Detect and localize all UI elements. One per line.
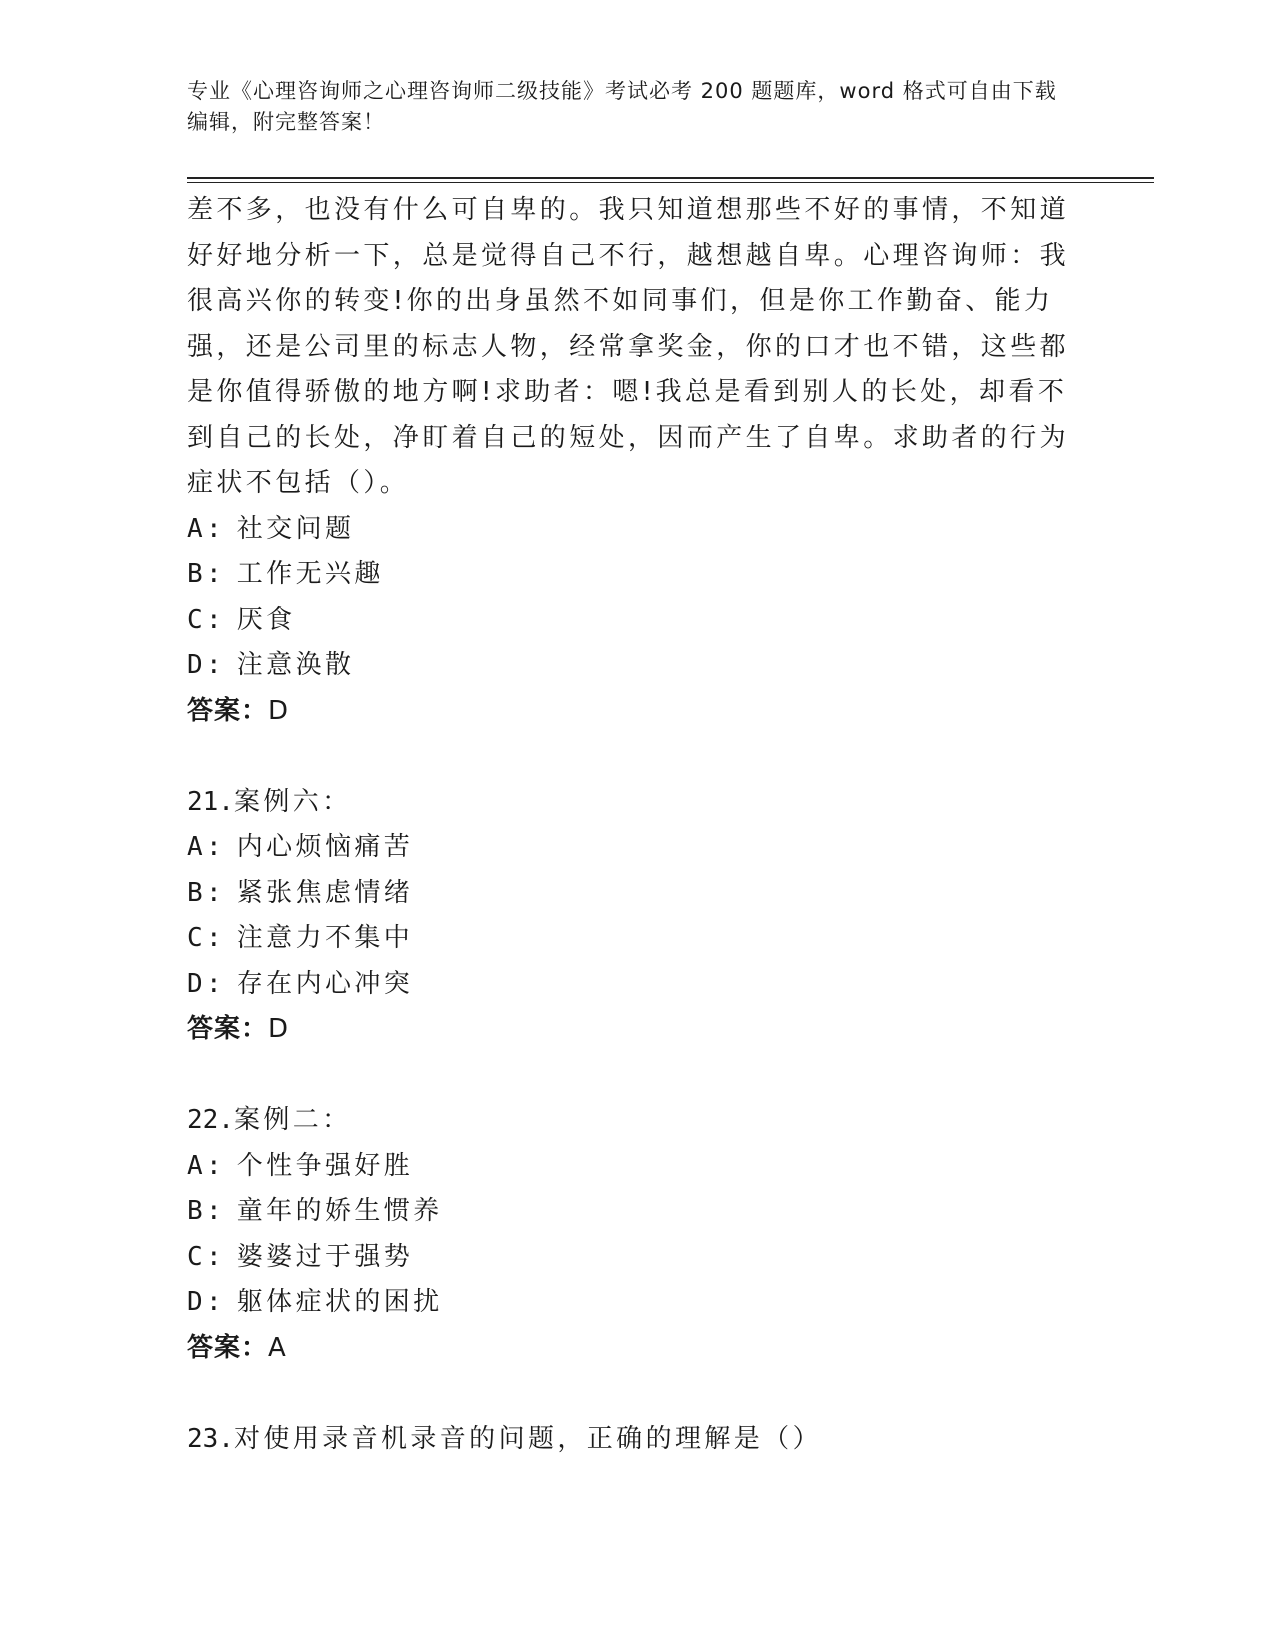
option-letter: A: <box>187 1150 226 1181</box>
answer-label: 答案： <box>187 1332 269 1363</box>
question-22 <box>187 1098 1087 1371</box>
answer-value: D <box>268 695 290 726</box>
answer-line <box>187 1007 1087 1053</box>
document-header <box>187 76 1067 138</box>
option-text: 工作无兴趣 <box>236 559 384 589</box>
option-letter: C: <box>187 923 226 953</box>
answer-label: 答案： <box>187 695 269 726</box>
option-letter: A: <box>187 832 226 862</box>
question-title <box>187 1098 1087 1144</box>
option-text: 内心烦恼痛苦 <box>236 832 414 862</box>
option-c <box>187 1235 1087 1281</box>
header-rule-thin <box>187 182 1154 183</box>
header-title: 专业《心理咨询师之心理咨询师二级技能》考试必考 200 题题库，word 格式可自由下载编辑，附完整答案！ <box>187 79 1057 134</box>
header-rule-thick <box>187 177 1154 179</box>
answer-label: 答案： <box>187 1014 269 1044</box>
question-text: 案例二： <box>233 1105 352 1135</box>
option-text: 存在内心冲突 <box>236 968 414 999</box>
question-text: 案例六： <box>233 786 352 817</box>
option-letter: D: <box>187 1287 226 1317</box>
document-body <box>187 188 1087 1462</box>
question-passage: 差不多，也没有什么可自卑的。我只知道想那些不好的事情，不知道好好地分析一下，总是觉得自己不行，越想越自卑。心理咨询师：我很高兴你的转变!你的出身虽然不如同事们，但是你工作勤奋、能力强，还是公司里的标志人物，经常拿奖金，你的口才也不错，这些都是你值得骄傲的地方啊!求助者：嗯!我总是看到别人的长处，却看不到自己的长处，净盯着自己的短处，因而产生了自卑。求助者的行为症状不包括（）。 <box>187 195 1070 498</box>
option-letter: B: <box>187 1196 226 1226</box>
option-letter: B: <box>187 877 226 908</box>
option-b <box>187 1189 1087 1235</box>
option-d <box>187 1280 1087 1326</box>
option-text: 躯体症状的困扰 <box>236 1287 443 1317</box>
spacer <box>187 1053 1087 1099</box>
question-number: 23. <box>187 1423 234 1454</box>
option-letter: B: <box>187 559 226 589</box>
option-letter: A: <box>187 513 226 544</box>
answer-line <box>187 1326 1087 1372</box>
question-title <box>187 1417 1087 1463</box>
option-a <box>187 507 1087 553</box>
option-letter: D: <box>187 650 226 680</box>
option-text: 童年的娇生惯养 <box>236 1196 443 1226</box>
option-letter: C: <box>187 604 226 635</box>
option-c <box>187 598 1087 644</box>
question-21 <box>187 780 1087 1053</box>
answer-value: D <box>268 1014 290 1044</box>
option-c <box>187 916 1087 962</box>
option-b <box>187 552 1087 598</box>
spacer <box>187 1371 1087 1417</box>
question-number: 22. <box>187 1105 234 1135</box>
option-text: 注意力不集中 <box>236 923 414 953</box>
question-number: 21. <box>187 786 234 817</box>
answer-line <box>187 689 1087 735</box>
spacer <box>187 734 1087 780</box>
option-text: 厌食 <box>236 604 296 635</box>
option-text: 紧张焦虑情绪 <box>236 877 414 908</box>
option-letter: C: <box>187 1241 226 1272</box>
option-a <box>187 1144 1087 1190</box>
option-a <box>187 825 1087 871</box>
question-text: 对使用录音机录音的问题，正确的理解是（） <box>233 1423 822 1454</box>
option-letter: D: <box>187 968 226 999</box>
question-continued <box>187 188 1087 734</box>
option-text: 个性争强好胜 <box>236 1150 414 1181</box>
question-title <box>187 780 1087 826</box>
question-23 <box>187 1417 1087 1463</box>
option-text: 社交问题 <box>236 513 355 544</box>
option-d <box>187 643 1087 689</box>
answer-value: A <box>268 1332 287 1363</box>
option-text: 注意涣散 <box>236 650 355 680</box>
option-d <box>187 962 1087 1008</box>
option-b <box>187 871 1087 917</box>
option-text: 婆婆过于强势 <box>236 1241 414 1272</box>
